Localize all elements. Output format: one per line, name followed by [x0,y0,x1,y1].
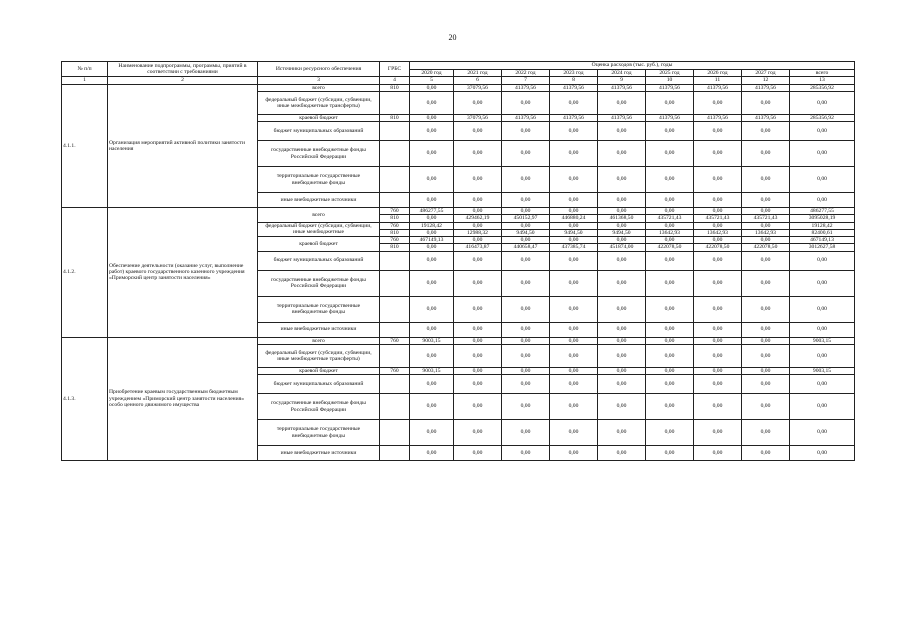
value-cell: 0,00 [550,122,598,141]
value-cell: 9494,50 [598,229,646,236]
value-cell: 0,00 [646,141,694,167]
value-cell: 0,00 [502,91,550,114]
source-cell: иные внебюджетные источники [258,322,380,337]
value-cell: 0,00 [502,296,550,322]
value-cell: 0,00 [550,420,598,446]
header-cell-number: № п/п [62,62,108,77]
value-cell: 0,00 [502,122,550,141]
value-cell: 0,00 [646,208,694,215]
value-cell: 0,00 [550,322,598,337]
value-cell: 0,00 [646,251,694,270]
value-cell: 0,00 [742,322,790,337]
value-cell: 0,00 [598,237,646,244]
measure-name-cell: Обеспечение деятельности (оказание услуг, выполнение работ) краевого государственного казенного учреждения «Приморский центр занятости населения» [108,208,258,338]
value-cell: 0,00 [550,296,598,322]
column-number-cell: 9 [598,77,646,84]
value-cell: 0,00 [742,91,790,114]
source-cell: государственные внебюджетные фонды Российской Федерации [258,141,380,167]
value-cell: 0,00 [410,114,454,121]
grbs-cell [380,193,410,208]
value-cell: 0,00 [598,141,646,167]
value-cell: 450152,97 [502,215,550,222]
column-number-cell: 2 [108,77,258,84]
value-cell: 0,00 [646,222,694,229]
value-cell: 0,00 [410,270,454,296]
value-cell: 0,00 [742,122,790,141]
value-cell: 0,00 [598,344,646,367]
measure-name-cell: Приобретение краевым государственным бюджетным учреждением «Приморский центр занятости населения» особо ценного движимого имущества [108,337,258,461]
value-cell: 0,00 [550,91,598,114]
value-cell: 0,00 [742,296,790,322]
value-cell: 9003,15 [410,367,454,374]
value-cell: 0,00 [694,394,742,420]
value-cell: 0,00 [742,375,790,394]
value-cell: 0,00 [742,222,790,229]
value-cell: 0,00 [410,244,454,251]
grbs-cell [380,394,410,420]
value-cell: 0,00 [694,322,742,337]
value-cell: 0,00 [742,270,790,296]
value-cell: 9003,15 [790,337,855,344]
value-cell: 0,00 [502,270,550,296]
value-cell: 0,00 [454,251,502,270]
value-cell: 0,00 [454,296,502,322]
value-cell: 0,00 [790,141,855,167]
grbs-cell: 810 [380,215,410,222]
value-cell: 0,00 [410,420,454,446]
value-cell: 0,00 [790,122,855,141]
value-cell: 0,00 [742,337,790,344]
value-cell: 41379,56 [742,114,790,121]
source-cell: краевой бюджет [258,114,380,121]
column-number-cell: 12 [742,77,790,84]
value-cell: 285356,92 [790,114,855,121]
source-cell: федеральный бюджет (субсидии, субвенции, иные межбюджетные трансферты) [258,344,380,367]
source-cell: федеральный бюджет (субсидии, субвенции, иные межбюджетные трансферты) [258,91,380,114]
value-cell: 0,00 [550,141,598,167]
column-number-cell: 11 [694,77,742,84]
grbs-cell [380,296,410,322]
source-cell: территориальные государственные внебюджетные фонды [258,167,380,193]
value-cell: 0,00 [598,222,646,229]
value-cell: 19128,42 [790,222,855,229]
grbs-cell: 760 [380,367,410,374]
value-cell: 0,00 [410,229,454,236]
value-cell: 0,00 [694,270,742,296]
grbs-cell: 810 [380,114,410,121]
value-cell: 0,00 [598,167,646,193]
value-cell: 0,00 [410,446,454,461]
value-cell: 0,00 [694,193,742,208]
table-row [62,208,855,215]
value-cell: 0,00 [646,122,694,141]
source-cell: краевой бюджет [258,367,380,374]
value-cell: 0,00 [502,446,550,461]
header-cell-grbs: ГРБС [380,62,410,77]
header-cell-year: всего [790,70,855,77]
value-cell: 0,00 [550,251,598,270]
value-cell: 13642,93 [742,229,790,236]
source-regional-cell: краевой бюджет [258,237,380,252]
value-cell: 41379,56 [550,84,598,91]
grbs-cell [380,344,410,367]
column-number-cell: 1 [62,77,108,84]
value-cell: 0,00 [550,193,598,208]
value-cell: 0,00 [550,375,598,394]
value-cell: 0,00 [742,446,790,461]
grbs-cell: 760 [380,208,410,215]
value-cell: 0,00 [646,337,694,344]
value-cell: 0,00 [790,270,855,296]
value-cell: 0,00 [410,344,454,367]
grbs-cell [380,375,410,394]
grbs-cell [380,91,410,114]
value-cell: 0,00 [598,122,646,141]
value-cell: 0,00 [694,222,742,229]
value-cell: 19128,42 [410,222,454,229]
value-cell: 486277,55 [790,208,855,215]
value-cell: 0,00 [694,251,742,270]
value-cell: 0,00 [790,193,855,208]
value-cell: 0,00 [502,420,550,446]
value-cell: 0,00 [742,394,790,420]
value-cell: 41379,56 [646,84,694,91]
value-cell: 0,00 [454,420,502,446]
value-cell: 0,00 [550,367,598,374]
value-cell: 41379,56 [646,114,694,121]
source-cell: государственные внебюджетные фонды Российской Федерации [258,394,380,420]
value-cell: 0,00 [598,208,646,215]
source-cell: государственные внебюджетные фонды Российской Федерации [258,270,380,296]
value-cell: 0,00 [790,375,855,394]
value-cell: 0,00 [502,167,550,193]
grbs-cell: 810 [380,229,410,236]
value-cell: 0,00 [502,208,550,215]
value-cell: 41379,56 [502,114,550,121]
value-cell: 3012627,58 [790,244,855,251]
value-cell: 0,00 [694,367,742,374]
value-cell: 0,00 [410,141,454,167]
value-cell: 0,00 [742,344,790,367]
row-number-cell: 4.1.2. [62,208,108,338]
value-cell: 0,00 [742,141,790,167]
value-cell: 9003,15 [410,337,454,344]
header-cell-name: Наименование подпрограммы, программы, приятий в соответствии с требованиями [108,62,258,77]
header-cell-year: 2023 год [550,70,598,77]
value-cell: 0,00 [502,375,550,394]
value-cell: 0,00 [502,141,550,167]
value-cell: 0,00 [598,446,646,461]
page-number: 20 [448,33,457,42]
value-cell: 9494,50 [550,229,598,236]
grbs-cell: 760 [380,222,410,229]
value-cell: 0,00 [790,167,855,193]
value-cell: 0,00 [410,251,454,270]
value-cell: 0,00 [646,322,694,337]
value-cell: 0,00 [454,91,502,114]
header-cell-estimate: Оценка расходов (тыс. руб.), годы [410,62,855,70]
value-cell: 0,00 [550,208,598,215]
source-total-cell: всего [258,208,380,223]
header-cell-year: 2025 год [646,70,694,77]
value-cell: 285356,92 [790,84,855,91]
header-cell-source: Источники ресурсного обеспечения [258,62,380,77]
column-number-cell: 8 [550,77,598,84]
value-cell: 0,00 [598,394,646,420]
value-cell: 0,00 [550,394,598,420]
value-cell: 0,00 [646,296,694,322]
value-cell: 13642,93 [646,229,694,236]
grbs-cell: 810 [380,244,410,251]
value-cell: 0,00 [550,446,598,461]
value-cell: 0,00 [502,322,550,337]
value-cell: 0,00 [502,344,550,367]
value-cell: 451874,00 [598,244,646,251]
value-cell: 0,00 [646,367,694,374]
value-cell: 9494,50 [502,229,550,236]
value-cell: 0,00 [598,296,646,322]
row-number-cell: 4.1.3. [62,337,108,461]
value-cell: 0,00 [550,222,598,229]
value-cell: 82400,61 [790,229,855,236]
grbs-cell [380,322,410,337]
source-cell: иные внебюджетные источники [258,193,380,208]
measure-name-cell: Организация мероприятий активной политики занятости населения [108,84,258,208]
value-cell: 0,00 [694,337,742,344]
value-cell: 41379,56 [598,114,646,121]
column-number-cell: 10 [646,77,694,84]
value-cell: 41379,56 [502,84,550,91]
value-cell: 0,00 [790,344,855,367]
source-cell: всего [258,84,380,91]
value-cell: 0,00 [502,337,550,344]
value-cell: 0,00 [410,296,454,322]
grbs-cell [380,420,410,446]
value-cell: 0,00 [598,270,646,296]
grbs-cell [380,141,410,167]
value-cell: 0,00 [790,394,855,420]
value-cell: 12988,32 [454,229,502,236]
source-federal-cell: федеральный бюджет (субсидии, субвенции, иные межбюджетные [258,222,380,237]
value-cell: 467149,13 [790,237,855,244]
value-cell: 0,00 [454,322,502,337]
value-cell: 0,00 [598,337,646,344]
value-cell: 0,00 [410,375,454,394]
value-cell: 0,00 [454,237,502,244]
value-cell: 0,00 [550,167,598,193]
value-cell: 0,00 [598,251,646,270]
row-number-cell: 4.1.1. [62,84,108,208]
value-cell: 486277,55 [410,208,454,215]
value-cell: 0,00 [410,215,454,222]
value-cell: 0,00 [742,167,790,193]
header-cell-year: 2022 год [502,70,550,77]
value-cell: 0,00 [454,446,502,461]
grbs-cell [380,122,410,141]
value-cell: 0,00 [694,237,742,244]
value-cell: 0,00 [410,84,454,91]
value-cell: 446880,24 [550,215,598,222]
grbs-cell: 760 [380,337,410,344]
value-cell: 0,00 [454,222,502,229]
source-cell: территориальные государственные внебюджетные фонды [258,420,380,446]
header-cell-year: 2027 год [742,70,790,77]
source-cell: бюджет муниципальных образований [258,122,380,141]
value-cell: 0,00 [742,208,790,215]
value-cell: 0,00 [550,337,598,344]
value-cell: 0,00 [742,193,790,208]
column-number-cell: 4 [380,77,410,84]
value-cell: 41379,56 [598,84,646,91]
header-cell-year: 2020 год [410,70,454,77]
value-cell: 0,00 [790,296,855,322]
value-cell: 437385,74 [550,244,598,251]
value-cell: 41379,56 [694,114,742,121]
value-cell: 0,00 [790,420,855,446]
value-cell: 0,00 [454,167,502,193]
value-cell: 0,00 [454,122,502,141]
value-cell: 0,00 [598,193,646,208]
value-cell: 0,00 [790,91,855,114]
value-cell: 0,00 [598,367,646,374]
value-cell: 0,00 [502,394,550,420]
value-cell: 0,00 [646,270,694,296]
grbs-cell: 760 [380,237,410,244]
value-cell: 0,00 [502,251,550,270]
value-cell: 0,00 [646,193,694,208]
value-cell: 0,00 [454,208,502,215]
value-cell: 0,00 [694,344,742,367]
value-cell: 0,00 [646,394,694,420]
value-cell: 422078,50 [694,244,742,251]
value-cell: 467149,13 [410,237,454,244]
source-cell: всего [258,337,380,344]
value-cell: 0,00 [454,141,502,167]
value-cell: 435721,43 [646,215,694,222]
value-cell: 0,00 [410,394,454,420]
value-cell: 0,00 [502,222,550,229]
value-cell: 0,00 [598,322,646,337]
value-cell: 0,00 [790,322,855,337]
value-cell: 41379,56 [742,84,790,91]
value-cell: 0,00 [550,344,598,367]
grbs-cell [380,251,410,270]
value-cell: 13642,93 [694,229,742,236]
value-cell: 0,00 [790,251,855,270]
value-cell: 0,00 [454,270,502,296]
value-cell: 0,00 [410,322,454,337]
value-cell: 0,00 [454,344,502,367]
value-cell: 0,00 [454,375,502,394]
budget-table [61,61,855,461]
value-cell: 0,00 [742,420,790,446]
column-number-cell: 13 [790,77,855,84]
value-cell: 0,00 [646,91,694,114]
value-cell: 0,00 [694,122,742,141]
source-cell: бюджет муниципальных образований [258,375,380,394]
value-cell: 0,00 [454,367,502,374]
value-cell: 0,00 [410,167,454,193]
column-number-cell: 7 [502,77,550,84]
value-cell: 0,00 [550,270,598,296]
value-cell: 0,00 [410,122,454,141]
value-cell: 461368,50 [598,215,646,222]
source-cell: территориальные государственные внебюджетные фонды [258,296,380,322]
value-cell: 0,00 [502,237,550,244]
value-cell: 0,00 [790,446,855,461]
value-cell: 0,00 [742,237,790,244]
value-cell: 0,00 [694,141,742,167]
value-cell: 0,00 [694,446,742,461]
value-cell: 41379,56 [694,84,742,91]
value-cell: 422078,50 [646,244,694,251]
value-cell: 0,00 [694,167,742,193]
value-cell: 416473,87 [454,244,502,251]
value-cell: 0,00 [694,91,742,114]
value-cell: 0,00 [694,375,742,394]
value-cell: 0,00 [598,420,646,446]
value-cell: 0,00 [742,251,790,270]
column-number-cell: 6 [454,77,502,84]
header-cell-year: 2026 год [694,70,742,77]
column-number-cell: 3 [258,77,380,84]
value-cell: 0,00 [694,420,742,446]
header-cell-year: 2021 год [454,70,502,77]
column-number-cell: 5 [410,77,454,84]
header-cell-year: 2024 год [598,70,646,77]
value-cell: 0,00 [454,337,502,344]
grbs-cell [380,270,410,296]
value-cell: 0,00 [410,193,454,208]
grbs-cell: 810 [380,84,410,91]
value-cell: 0,00 [550,237,598,244]
table-row [62,337,855,344]
source-cell: иные внебюджетные источники [258,446,380,461]
value-cell: 37079,56 [454,114,502,121]
value-cell: 0,00 [646,237,694,244]
table-row [62,84,855,91]
value-cell: 422078,50 [742,244,790,251]
value-cell: 0,00 [646,344,694,367]
value-cell: 0,00 [598,375,646,394]
value-cell: 0,00 [454,394,502,420]
value-cell: 0,00 [502,193,550,208]
value-cell: 0,00 [646,167,694,193]
source-cell: бюджет муниципальных образований [258,251,380,270]
value-cell: 0,00 [646,446,694,461]
value-cell: 0,00 [742,367,790,374]
value-cell: 0,00 [646,375,694,394]
value-cell: 0,00 [694,208,742,215]
value-cell: 37079,56 [454,84,502,91]
value-cell: 435721,43 [694,215,742,222]
value-cell: 3095028,19 [790,215,855,222]
value-cell: 0,00 [694,296,742,322]
value-cell: 0,00 [502,367,550,374]
value-cell: 0,00 [646,420,694,446]
value-cell: 429462,19 [454,215,502,222]
grbs-cell [380,446,410,461]
value-cell: 41379,56 [550,114,598,121]
value-cell: 0,00 [454,193,502,208]
value-cell: 0,00 [410,91,454,114]
grbs-cell [380,167,410,193]
value-cell: 435721,43 [742,215,790,222]
value-cell: 440658,47 [502,244,550,251]
value-cell: 0,00 [598,91,646,114]
value-cell: 9003,15 [790,367,855,374]
